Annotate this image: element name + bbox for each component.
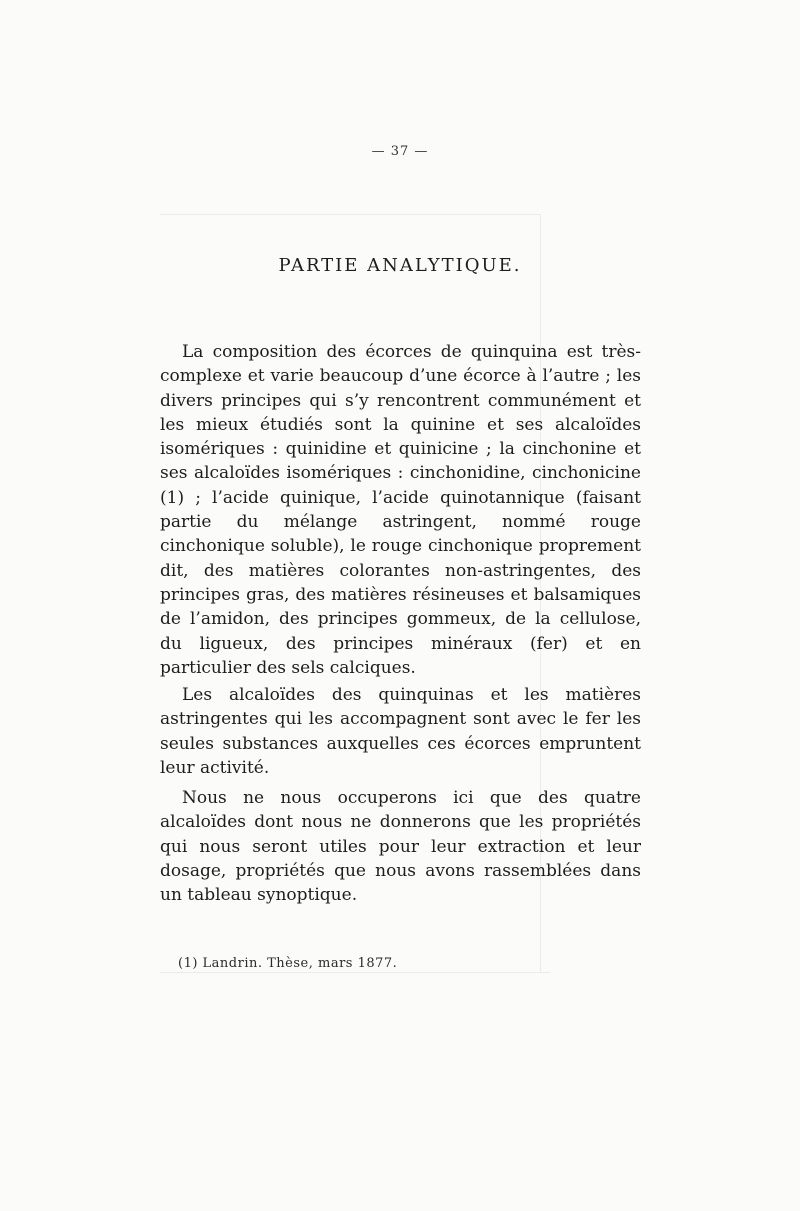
paragraph-2 xyxy=(160,683,641,780)
paragraph-text: Nous ne nous occuperons ici que des quatre alcaloïdes dont nous ne donnerons que les propriétés qui nous seront utiles pour leur extraction et leur dosage, propriétés que nous avons rassemblées dans un tableau synoptique. xyxy=(160,788,641,906)
bleed-through-line xyxy=(160,972,550,973)
paragraph-text: La composition des écorces de quinquina est très-complexe et varie beaucoup d’une écorce à l’autre ; les divers principes qui s’y rencontrent communément et les mieux étudiés sont la quinine et ses alcaloïdes isomériques : quinidine et quinicine ; la cinchonine et ses alcaloïdes isomériques : cinchonidine, cinchonicine (1) ; l’acide quinique, l’acide quinotannique (faisant partie du mélange astringent, nommé rouge cinchonique soluble), le rouge cinchonique proprement dit, des matières colorantes non-astringentes, des principes gras, des matières résineuses et balsamiques de l’amidon, des principes gommeux, de la cellulose, du ligueux, des principes minéraux (fer) et en particulier des sels calciques. xyxy=(160,342,641,678)
bleed-through-line xyxy=(160,214,540,215)
paragraph-text: Les alcaloïdes des quinquinas et les matières astringentes qui les accompagnent sont avec le fer les seules substances auxquelles ces écorces empruntent leur activité. xyxy=(160,685,641,778)
paragraph-3 xyxy=(160,786,641,907)
paragraph-1 xyxy=(160,340,641,680)
page-number: — 37 — xyxy=(371,144,429,159)
section-title: PARTIE ANALYTIQUE. xyxy=(278,255,522,276)
footnote: (1) Landrin. Thèse, mars 1877. xyxy=(178,956,398,971)
